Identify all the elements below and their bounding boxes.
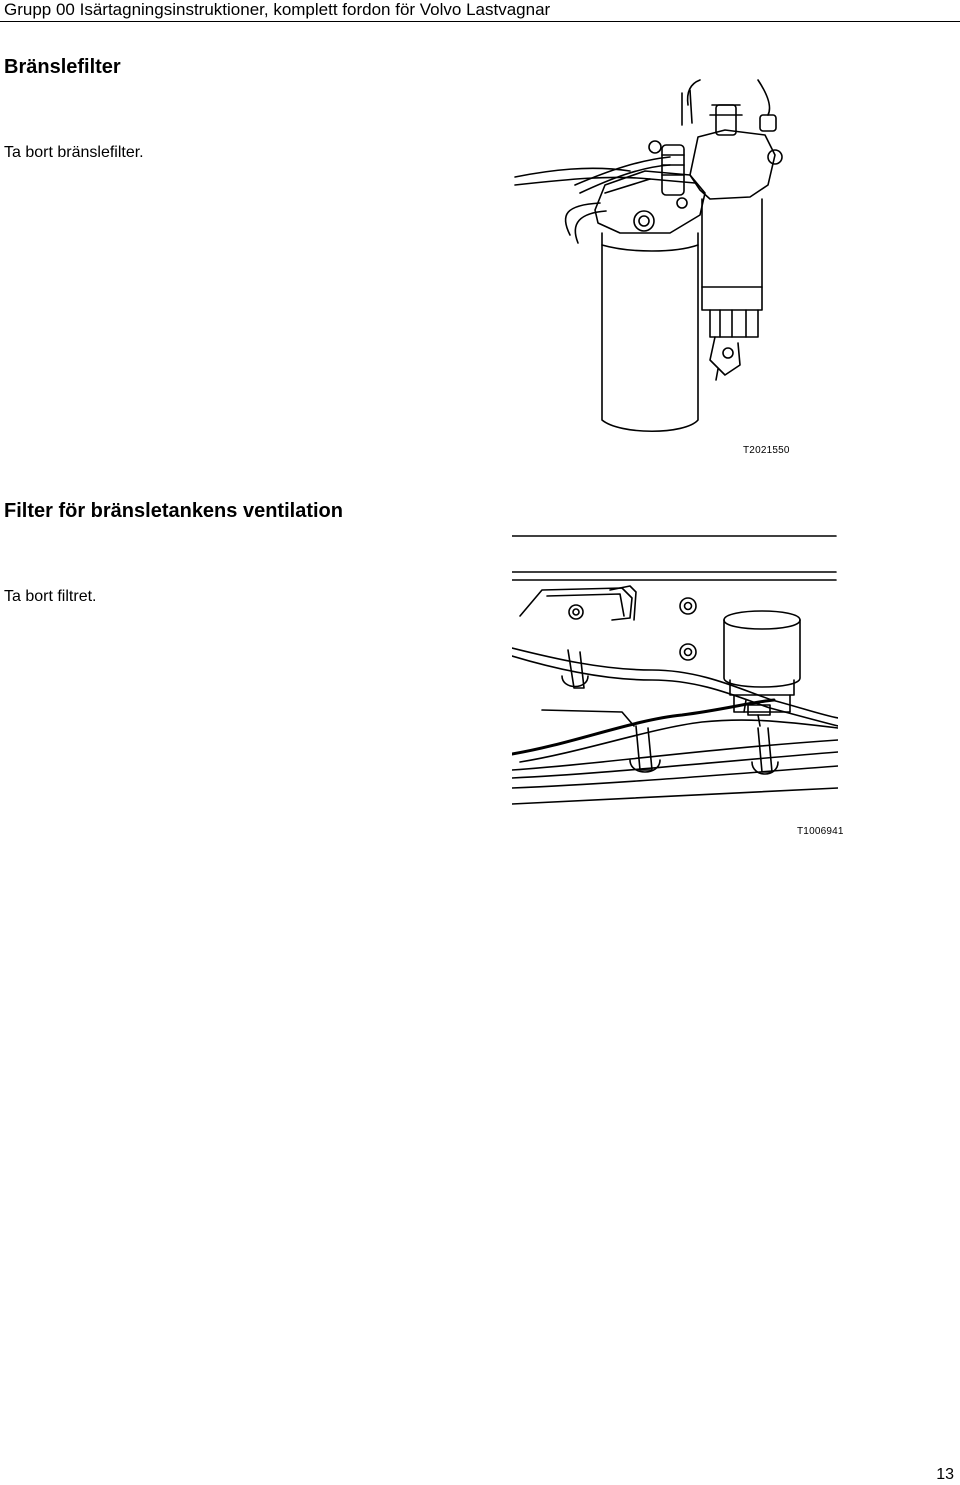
section-heading-tank-ventilation-filter: Filter för bränsletankens ventilation <box>4 500 343 522</box>
page-number: 13 <box>936 1466 954 1483</box>
page-header-title: Grupp 00 Isärtagningsinstruktioner, komplett fordon för Volvo Lastvagnar <box>4 0 551 19</box>
header-divider <box>0 21 960 22</box>
figure-code-fuel-filter: T2021550 <box>743 445 790 456</box>
instruction-remove-fuel-filter: Ta bort bränslefilter. <box>4 144 144 161</box>
fuel-filter-figure <box>510 75 800 435</box>
tank-ventilation-filter-figure <box>512 530 838 810</box>
figure-code-tank-ventilation-filter: T1006941 <box>797 826 844 837</box>
section-heading-fuel-filter: Bränslefilter <box>4 56 121 78</box>
instruction-remove-filter: Ta bort filtret. <box>4 588 97 605</box>
